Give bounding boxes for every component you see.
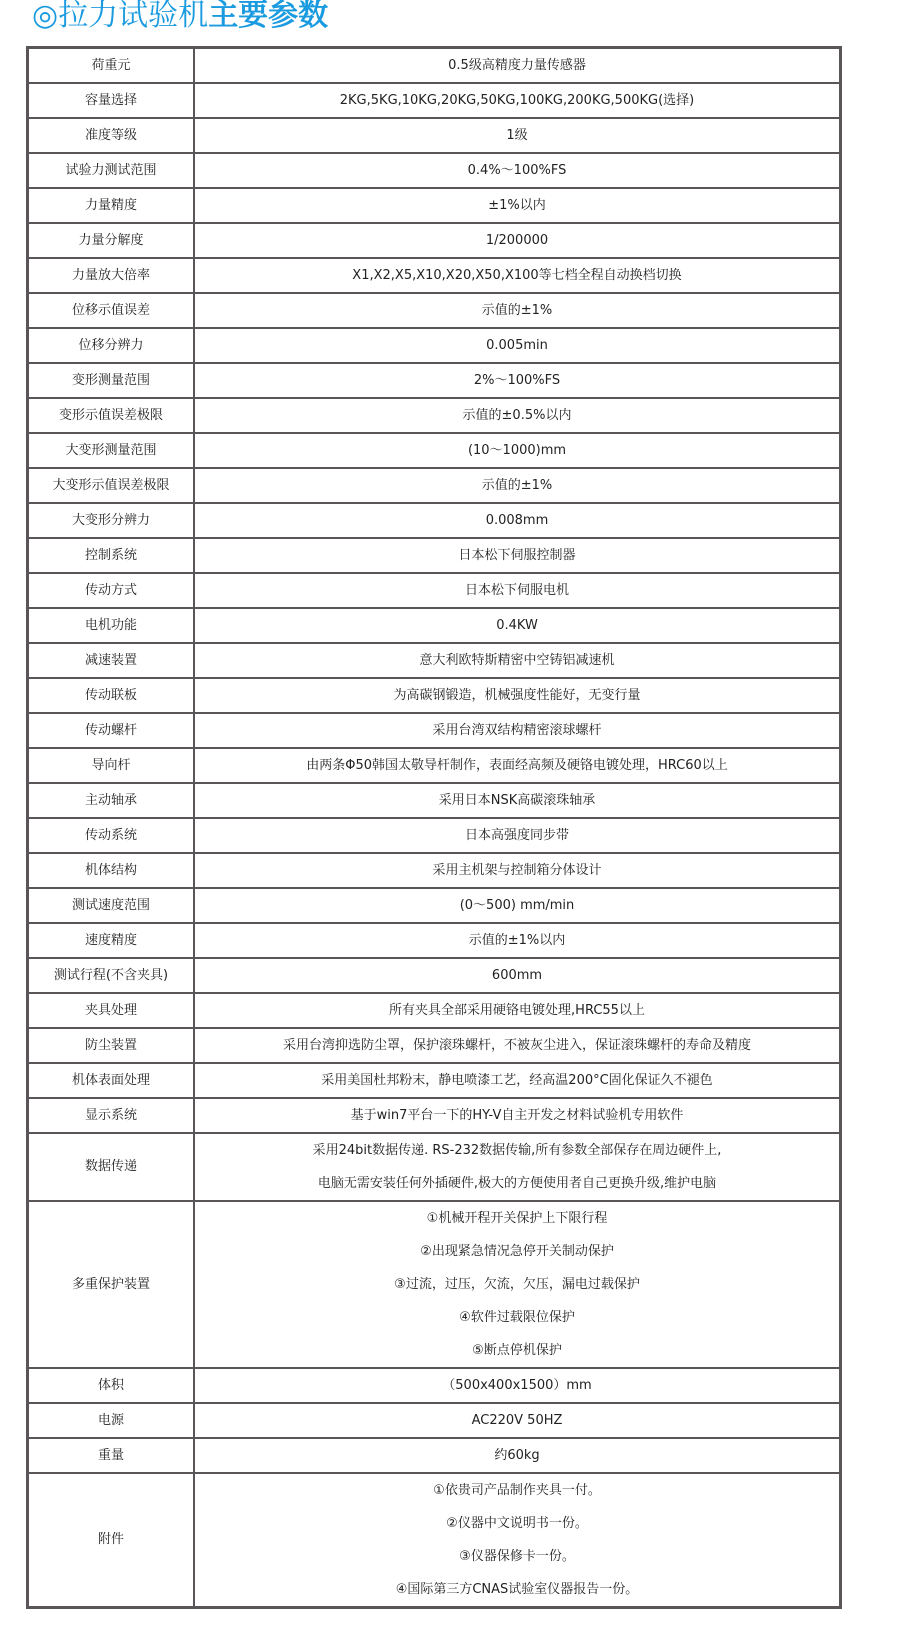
param-value-line: 1级: [506, 128, 528, 143]
param-value: [194, 1098, 841, 1133]
param-value-line: 采用美国杜邦粉末，静电喷漆工艺，经高温200°C固化保证久不褪色: [321, 1073, 713, 1088]
table-row: [28, 118, 841, 153]
param-name: 测试行程(不含夹具): [28, 958, 195, 993]
title-bold: 主要参数: [208, 0, 329, 33]
table-row: [28, 1403, 841, 1438]
param-name: 大变形测量范围: [28, 433, 195, 468]
param-value-line: （500x400x1500）mm: [442, 1378, 592, 1393]
page-title: [32, 0, 328, 34]
table-row: [28, 888, 841, 923]
param-value-line: 日本高强度同步带: [464, 828, 569, 843]
spec-table-body: [28, 48, 841, 1608]
table-row: [28, 853, 841, 888]
param-value: [194, 363, 841, 398]
param-value: [194, 1438, 841, 1473]
param-value-line: 采用台湾双结构精密滚球螺杆: [432, 723, 602, 738]
param-value: [194, 118, 841, 153]
param-name: 夹具处理: [28, 993, 195, 1028]
param-name: 传动螺杆: [28, 713, 195, 748]
param-value-line: 所有夹具全部采用硬铬电镀处理,HRC55以上: [389, 1003, 645, 1018]
param-name: 数据传递: [28, 1133, 195, 1201]
table-row: [28, 713, 841, 748]
table-row: [28, 678, 841, 713]
param-value-line: (10～1000)mm: [467, 443, 567, 458]
param-value: [194, 888, 841, 923]
param-value: [194, 923, 841, 958]
param-name: 测试速度范围: [28, 888, 195, 923]
table-row: [28, 1438, 841, 1473]
param-value-line: 0.4KW: [496, 618, 538, 633]
param-value: [194, 1133, 841, 1201]
param-value-line: 示值的±1%: [481, 303, 553, 318]
param-name: 多重保护装置: [28, 1201, 195, 1368]
param-name: 容量选择: [28, 83, 195, 118]
table-row: [28, 433, 841, 468]
table-row: [28, 1063, 841, 1098]
spec-table: [26, 46, 842, 1609]
param-value-line: 日本松下伺服电机: [464, 583, 569, 598]
param-name: 电源: [28, 1403, 195, 1438]
param-name: 传动方式: [28, 573, 195, 608]
param-value-line: 意大利欧特斯精密中空铸铝减速机: [419, 653, 615, 668]
param-name: 位移示值误差: [28, 293, 195, 328]
param-name: 力量精度: [28, 188, 195, 223]
table-row: [28, 958, 841, 993]
param-value-line: 0.008mm: [485, 513, 549, 528]
param-value: [194, 293, 841, 328]
table-row: [28, 328, 841, 363]
param-name: 电机功能: [28, 608, 195, 643]
param-value: [194, 643, 841, 678]
table-row: [28, 223, 841, 258]
param-value-line: 600mm: [491, 968, 543, 983]
table-row: [28, 783, 841, 818]
param-name: 传动联板: [28, 678, 195, 713]
param-value: [194, 1473, 841, 1608]
param-name: 机体结构: [28, 853, 195, 888]
param-value: [194, 153, 841, 188]
param-value-line: 电脑无需安装任何外插硬件,极大的方便使用者自己更换升级,维护电脑: [317, 1176, 717, 1191]
param-value-line: 由两条Φ50韩国太敬导杆制作，表面经高频及硬铬电镀处理，HRC60以上: [306, 758, 728, 773]
table-row: [28, 293, 841, 328]
table-row: [28, 188, 841, 223]
param-value-line: 为高碳钢锻造，机械强度性能好，无变行量: [393, 688, 641, 703]
param-value-line: 示值的±1%: [481, 478, 553, 493]
param-value: [194, 1368, 841, 1403]
param-name: 附件: [28, 1473, 195, 1608]
param-value: [194, 328, 841, 363]
param-value: [194, 1028, 841, 1063]
param-value-line: 采用台湾抑选防尘罩，保护滚珠螺杆，不被灰尘进入，保证滚珠螺杆的寿命及精度: [282, 1038, 751, 1053]
param-value-line: ①依贵司产品制作夹具一付。: [433, 1483, 601, 1498]
param-value-line: 示值的±1%以内: [468, 933, 566, 948]
param-name: 准度等级: [28, 118, 195, 153]
title-normal: 拉力试验机: [58, 0, 209, 33]
param-name: 显示系统: [28, 1098, 195, 1133]
param-value-line: (0～500) mm/min: [459, 898, 575, 913]
param-value: [194, 818, 841, 853]
param-value-line: 约60kg: [494, 1448, 540, 1463]
param-value: [194, 1403, 841, 1438]
param-value: [194, 433, 841, 468]
table-row: [28, 1028, 841, 1063]
param-value: [194, 48, 841, 84]
param-value-line: ±1%以内: [488, 198, 546, 213]
param-value-line: 1/200000: [485, 233, 549, 248]
param-value-line: 0.4%～100%FS: [467, 163, 567, 178]
param-value-line: ②仪器中文说明书一份。: [446, 1516, 588, 1531]
param-value: [194, 1201, 841, 1368]
table-row: [28, 608, 841, 643]
param-value-line: 采用主机架与控制箱分体设计: [432, 863, 602, 878]
table-row: [28, 83, 841, 118]
param-value: [194, 748, 841, 783]
param-name: 变形示值误差极限: [28, 398, 195, 433]
table-row: [28, 1133, 841, 1201]
param-value-line: ③仪器保修卡一份。: [459, 1549, 575, 1564]
param-value-line: 0.005min: [486, 338, 548, 353]
param-value-line: AC220V 50HZ: [471, 1413, 563, 1428]
param-name: 力量分解度: [28, 223, 195, 258]
param-value-line: 2KG,5KG,10KG,20KG,50KG,100KG,200KG,500KG(选择): [339, 93, 695, 108]
param-value-line: ④软件过载限位保护: [459, 1310, 575, 1325]
param-name: 减速装置: [28, 643, 195, 678]
param-name: 位移分辨力: [28, 328, 195, 363]
table-row: [28, 643, 841, 678]
table-row: [28, 153, 841, 188]
table-row: [28, 1201, 841, 1368]
param-value: [194, 1063, 841, 1098]
param-name: 导向杆: [28, 748, 195, 783]
param-value-line: ②出现紧急情况急停开关制动保护: [420, 1244, 614, 1259]
table-row: [28, 503, 841, 538]
param-value: [194, 853, 841, 888]
param-name: 变形测量范围: [28, 363, 195, 398]
param-value-line: X1,X2,X5,X10,X20,X50,X100等七档全程自动换档切换: [352, 268, 682, 283]
param-value-line: 基于win7平台一下的HY-V自主开发之材料试验机专用软件: [350, 1108, 684, 1123]
table-row: [28, 468, 841, 503]
param-value-line: 0.5级高精度力量传感器: [448, 58, 586, 73]
table-row: [28, 993, 841, 1028]
double-circle-icon: ◎: [32, 0, 59, 33]
param-name: 控制系统: [28, 538, 195, 573]
param-name: 力量放大倍率: [28, 258, 195, 293]
param-name: 荷重元: [28, 48, 195, 84]
param-name: 体积: [28, 1368, 195, 1403]
param-value: [194, 468, 841, 503]
param-value: [194, 713, 841, 748]
param-value-line: ①机械开程开关保护上下限行程: [426, 1211, 608, 1226]
param-value: [194, 678, 841, 713]
param-value: [194, 223, 841, 258]
param-value-line: 示值的±0.5%以内: [462, 408, 572, 423]
param-value: [194, 258, 841, 293]
table-row: [28, 818, 841, 853]
param-name: 主动轴承: [28, 783, 195, 818]
table-row: [28, 923, 841, 958]
table-row: [28, 573, 841, 608]
param-value: [194, 783, 841, 818]
param-value-line: ⑤断点停机保护: [472, 1343, 562, 1358]
table-row: [28, 1368, 841, 1403]
table-row: [28, 363, 841, 398]
table-row: [28, 398, 841, 433]
table-row: [28, 48, 841, 84]
param-value: [194, 83, 841, 118]
param-value: [194, 958, 841, 993]
param-value: [194, 993, 841, 1028]
param-value-line: 2%～100%FS: [473, 373, 561, 388]
param-name: 试验力测试范围: [28, 153, 195, 188]
param-value-line: 采用24bit数据传递. RS-232数据传输,所有参数全部保存在周边硬件上,: [312, 1143, 722, 1158]
table-row: [28, 258, 841, 293]
param-value: [194, 573, 841, 608]
param-value: [194, 398, 841, 433]
param-name: 重量: [28, 1438, 195, 1473]
param-value-line: 采用日本NSK高碳滚珠轴承: [438, 793, 596, 808]
param-value: [194, 503, 841, 538]
table-row: [28, 1098, 841, 1133]
param-name: 机体表面处理: [28, 1063, 195, 1098]
param-value: [194, 608, 841, 643]
param-value: [194, 538, 841, 573]
param-name: 速度精度: [28, 923, 195, 958]
param-name: 防尘装置: [28, 1028, 195, 1063]
param-name: 大变形示值误差极限: [28, 468, 195, 503]
table-row: [28, 538, 841, 573]
table-row: [28, 748, 841, 783]
param-name: 大变形分辨力: [28, 503, 195, 538]
param-value-line: ③过流，过压，欠流，欠压，漏电过载保护: [394, 1277, 640, 1292]
param-value-line: ④国际第三方CNAS试验室仪器报告一份。: [395, 1582, 639, 1597]
param-value-line: 日本松下伺服控制器: [458, 548, 576, 563]
table-row: [28, 1473, 841, 1608]
param-name: 传动系统: [28, 818, 195, 853]
param-value: [194, 188, 841, 223]
